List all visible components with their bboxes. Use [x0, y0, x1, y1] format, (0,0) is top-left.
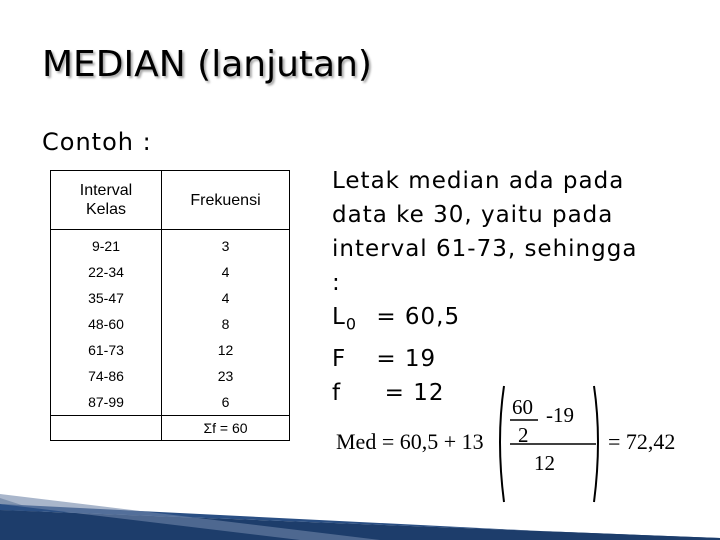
explanation-line: : [332, 270, 341, 296]
decorative-floor [0, 490, 720, 540]
frequency-cell: 3 [162, 230, 290, 260]
interval-cell: 87-99 [51, 389, 162, 416]
header-interval [51, 171, 162, 230]
interval-cell: 61-73 [51, 337, 162, 363]
header-interval-line1: Interval [79, 182, 133, 199]
l0-value: = 60,5 [376, 304, 461, 330]
explanation-line: interval 61-73, sehingga [332, 236, 638, 262]
formula-result: = 72,42 [608, 429, 676, 454]
inner-numerator: 60 [512, 395, 533, 419]
f-cum-line [332, 342, 712, 376]
interval-cell: 22-34 [51, 259, 162, 285]
frequency-cell: 12 [162, 337, 290, 363]
interval-cell: 35-47 [51, 285, 162, 311]
total-empty-cell [51, 416, 162, 441]
example-label: Contoh : [42, 128, 152, 156]
f-label: f [332, 379, 342, 406]
table-row [51, 230, 290, 260]
frequency-cell: 23 [162, 363, 290, 389]
header-interval-line2: Kelas [85, 201, 127, 218]
l0-label: L [332, 304, 346, 330]
frequency-cell: 4 [162, 259, 290, 285]
l0-line [332, 300, 712, 342]
explanation-line: Letak median ada pada [332, 168, 625, 194]
table-row [51, 311, 290, 337]
explanation-text [332, 164, 712, 410]
median-formula [336, 378, 716, 508]
f-cum-value: = 19 [376, 345, 437, 372]
table-row [51, 285, 290, 311]
explanation-line: data ke 30, yaitu pada [332, 202, 614, 228]
table-row [51, 363, 290, 389]
f-cum-label: F [332, 345, 347, 372]
frequency-cell: 8 [162, 311, 290, 337]
inner-minus: -19 [546, 403, 574, 427]
table-row [51, 337, 290, 363]
inner-denominator: 2 [518, 423, 529, 447]
table-row [51, 389, 290, 416]
outer-denominator: 12 [534, 451, 555, 475]
total-frequency: Σf = 60 [162, 416, 290, 441]
interval-cell: 48-60 [51, 311, 162, 337]
page-title: MEDIAN (lanjutan) [42, 44, 372, 85]
table-total-row [51, 416, 290, 441]
table-header-row [51, 171, 290, 230]
header-frequency: Frekuensi [162, 171, 290, 230]
frequency-cell: 6 [162, 389, 290, 416]
interval-cell: 9-21 [51, 230, 162, 260]
interval-cell: 74-86 [51, 363, 162, 389]
f-value: = 12 [384, 379, 445, 406]
left-paren [500, 386, 504, 502]
table-row [51, 259, 290, 285]
frequency-cell: 4 [162, 285, 290, 311]
formula-lhs: Med = 60,5 + 13 [336, 429, 484, 454]
l0-subscript: 0 [345, 314, 358, 334]
frequency-table [50, 170, 290, 441]
